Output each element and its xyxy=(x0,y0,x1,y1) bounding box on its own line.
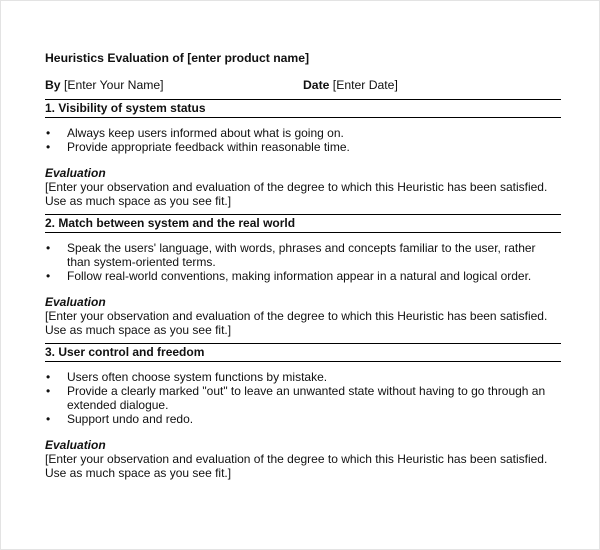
author-field xyxy=(45,78,164,92)
list-item xyxy=(45,412,561,426)
document-content xyxy=(45,51,561,486)
bullet-icon: • xyxy=(46,140,51,154)
list-item-text: Support undo and redo. xyxy=(67,412,194,426)
bullet-list xyxy=(45,126,561,154)
bullet-list xyxy=(45,370,561,426)
bullet-icon: • xyxy=(46,384,51,398)
list-item-text: Always keep users informed about what is going on. xyxy=(67,126,344,140)
section-heading: 3. User control and freedom xyxy=(45,343,561,362)
bullet-list xyxy=(45,241,561,283)
section-heading: 2. Match between system and the real world xyxy=(45,214,561,233)
list-item-text: Provide appropriate feedback within reasonable time. xyxy=(67,140,350,154)
evaluation-text: [Enter your observation and evaluation of the degree to which this Heuristic has been satisfied. Use as much space as you see fit.] xyxy=(45,180,548,208)
list-item-text: Users often choose system functions by mistake. xyxy=(67,370,328,384)
document-title: Heuristics Evaluation of [enter product name] xyxy=(45,51,310,65)
section-match-real-world xyxy=(45,214,561,337)
evaluation-text: [Enter your observation and evaluation of the degree to which this Heuristic has been satisfied. Use as much space as you see fit.] xyxy=(45,452,548,480)
list-item xyxy=(45,384,561,412)
evaluation-label: Evaluation xyxy=(45,295,106,309)
by-value: [Enter Your Name] xyxy=(60,78,164,92)
list-item xyxy=(45,269,561,283)
by-label: By xyxy=(45,78,61,92)
list-item xyxy=(45,370,561,384)
byline-row xyxy=(45,78,561,94)
bullet-icon: • xyxy=(46,126,51,140)
bullet-icon: • xyxy=(46,412,51,426)
section-visibility xyxy=(45,99,561,208)
bullet-icon: • xyxy=(46,241,51,255)
list-item-text: Provide a clearly marked "out" to leave an unwanted state without having to go through an extended dialogue. xyxy=(67,384,546,412)
date-value: [Enter Date] xyxy=(329,78,398,92)
list-item xyxy=(45,140,561,154)
bullet-icon: • xyxy=(46,269,51,283)
section-heading: 1. Visibility of system status xyxy=(45,99,561,118)
list-item-text: Speak the users' language, with words, phrases and concepts familiar to the user, rather than system-oriented terms. xyxy=(67,241,536,269)
section-user-control xyxy=(45,343,561,480)
date-label: Date xyxy=(303,78,330,92)
list-item xyxy=(45,126,561,140)
evaluation-label: Evaluation xyxy=(45,438,106,452)
date-field xyxy=(303,78,398,92)
list-item xyxy=(45,241,561,269)
evaluation-text: [Enter your observation and evaluation of the degree to which this Heuristic has been satisfied. Use as much space as you see fit.] xyxy=(45,309,548,337)
bullet-icon: • xyxy=(46,370,51,384)
evaluation-label: Evaluation xyxy=(45,166,106,180)
list-item-text: Follow real-world conventions, making information appear in a natural and logical order. xyxy=(67,269,532,283)
